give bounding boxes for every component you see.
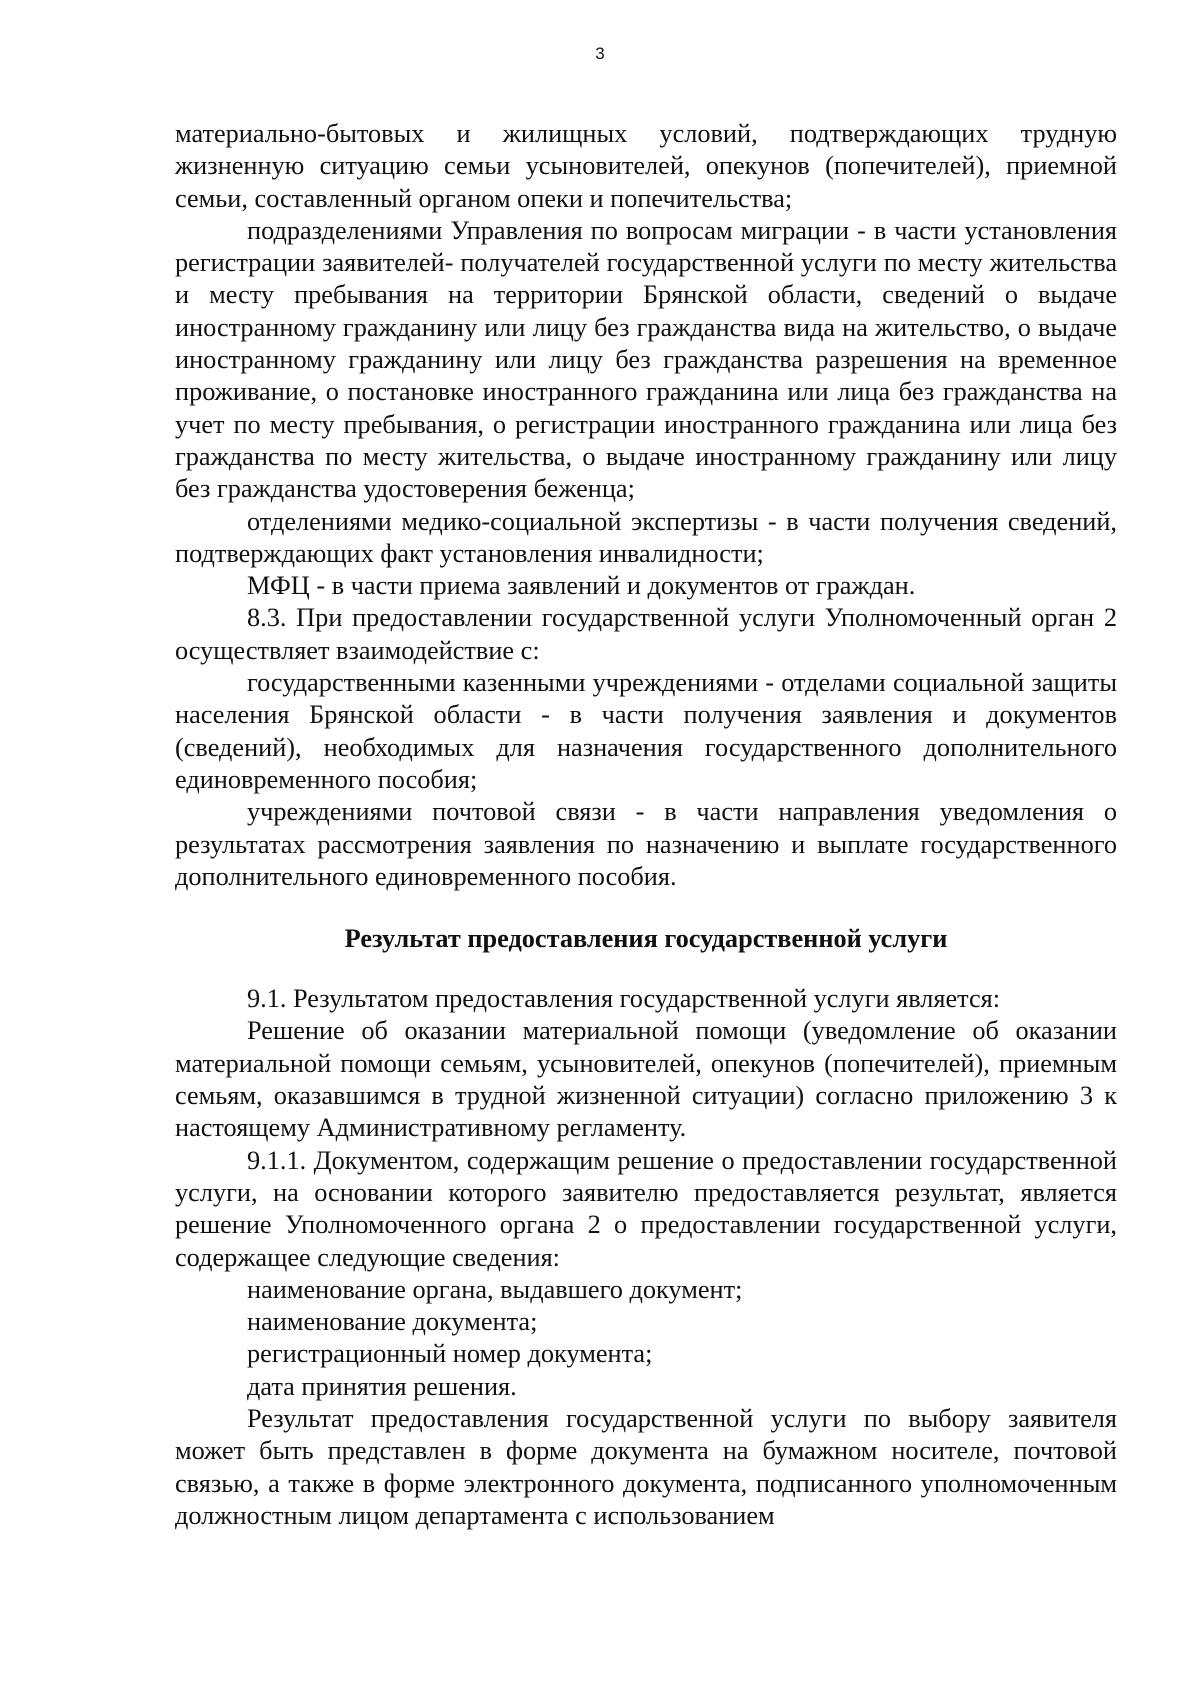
paragraph-9-1: 9.1. Результатом предоставления государственной услуги является:	[247, 984, 1001, 1014]
paragraph-8-3: 8.3. При предоставлении государственной услуги Уполномоченный орган 2 осуществляет взаимодействие с:	[175, 603, 1117, 665]
paragraph-decision: Решение об оказании материальной помощи (уведомление об оказании материальной помощи семьям, усыновителей, опекунов (попечителей), приемным семьям, оказавшимся в трудной жизненной ситуации) согласно приложению 3 к настоящему Административному регламенту.	[175, 1016, 1117, 1143]
document-body	[175, 118, 1117, 1532]
page-number: 3	[595, 44, 605, 63]
list-item: наименование документа;	[247, 1307, 538, 1337]
list-item: регистрационный номер документа;	[247, 1339, 653, 1369]
section-heading: Результат предоставления государственной услуги	[344, 924, 948, 954]
list-item: наименование органа, выдавшего документ;	[247, 1274, 743, 1304]
paragraph-9-1-1: 9.1.1. Документом, содержащим решение о предоставлении государственной услуги, на основании которого заявителю предоставляется результат, является решение Уполномоченного органа 2 о предоставлении государственной услуги, содержащее следующие сведения:	[175, 1145, 1117, 1272]
list-item: дата принятия решения.	[247, 1371, 517, 1401]
paragraph-mfc: МФЦ - в части приема заявлений и документов от граждан.	[247, 571, 916, 601]
paragraph-medical-expertise: отделениями медико-социальной экспертизы - в части получения сведений, подтверждающих факт установления инвалидности;	[175, 506, 1117, 568]
paragraph-result-form: Результат предоставления государственной услуги по выбору заявителя может быть представлен в форме документа на бумажном носителе, почтовой связью, а также в форме электронного документа, подписанного уполномоченным должностным лицом департамента с использованием	[175, 1403, 1117, 1530]
paragraph-postal-institutions: учреждениями почтовой связи - в части направления уведомления о результатах рассмотрения заявления по назначению и выплате государственного дополнительного единовременного пособия.	[175, 797, 1117, 891]
paragraph-migration-units: подразделениями Управления по вопросам миграции - в части установления регистрации заявителей- получателей государственной услуги по месту жительства и месту пребывания на территории Брянской области, сведений о выдаче иностранному гражданину или лицу без гражданства вида на жительство, о выдаче иностранному гражданину или лицу без гражданства разрешения на временное проживание, о постановке иностранного гражданина или лица без гражданства на учет по месту пребывания, о регистрации иностранного гражданина или лица без гражданства по месту жительства, о выдаче иностранному гражданину или лицу без гражданства удостоверения беженца;	[175, 215, 1117, 504]
paragraph-continuation: материально-бытовых и жилищных условий, подтверждающих трудную жизненную ситуацию семьи усыновителей, опекунов (попечителей), приемной семьи, составленный органом опеки и попечительства;	[175, 119, 1117, 213]
paragraph-state-institutions: государственными казенными учреждениями - отделами социальной защиты населения Брянской области - в части получения заявления и документов (сведений), необходимых для назначения государственного дополнительного единовременного пособия;	[175, 668, 1117, 794]
